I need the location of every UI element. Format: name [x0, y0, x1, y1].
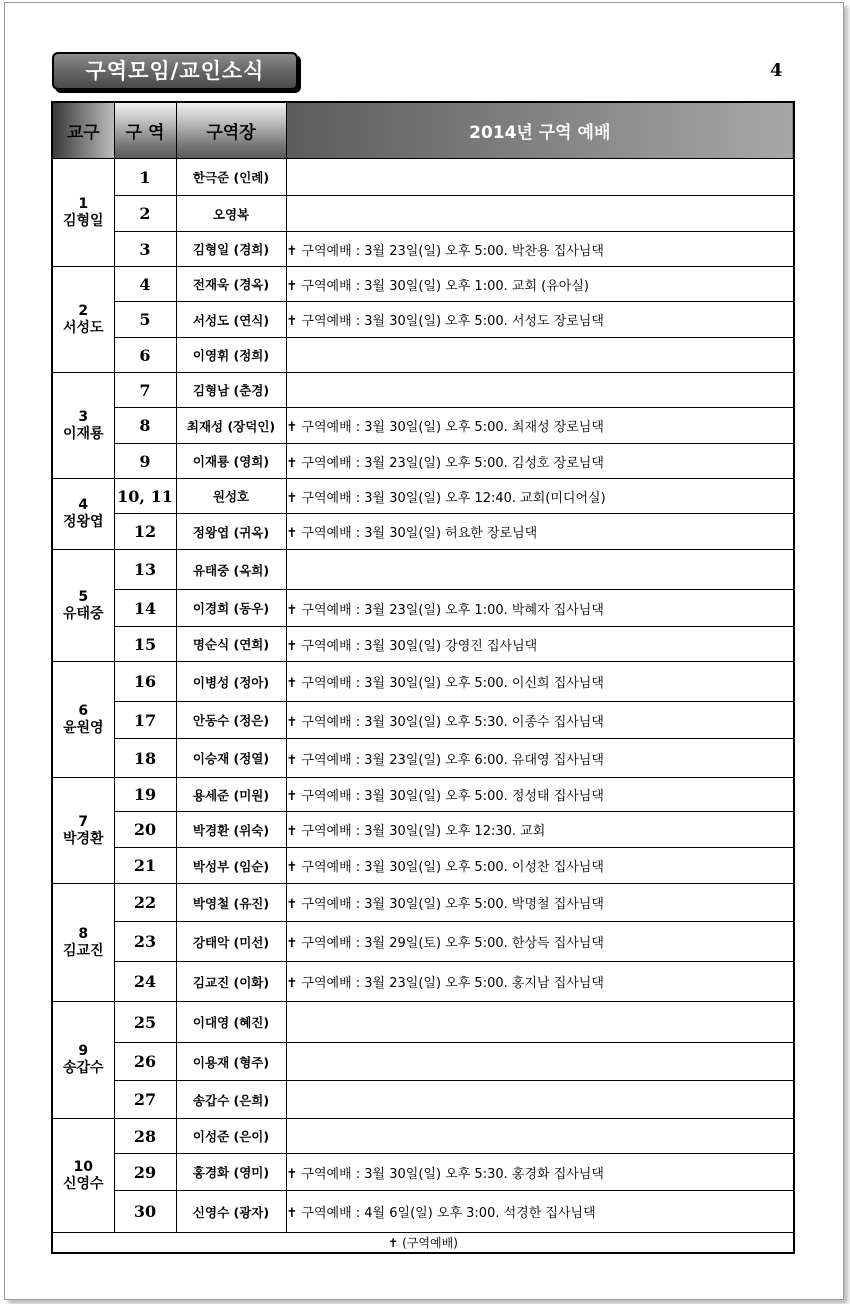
district-leader: 최재성 (장덕인)	[176, 408, 286, 444]
cross-icon: ✝	[286, 1166, 298, 1182]
worship-cell	[286, 1043, 794, 1081]
worship-text: 구역예배 : 3월 23일(일) 오후 6:00. 유대영 집사님댁	[301, 752, 604, 768]
worship-text: 구역예배 : 3월 30일(일) 강영진 집사님댁	[301, 638, 538, 654]
worship-cell	[286, 662, 794, 702]
table-row	[52, 884, 794, 922]
table-row	[52, 514, 794, 550]
parish-number: 9	[78, 1043, 89, 1059]
district-leader: 명순식 (연희)	[176, 627, 286, 662]
table-row	[52, 778, 794, 812]
worship-text: 구역예배 : 3월 30일(일) 오후 5:00. 박명철 집사님댁	[301, 897, 604, 912]
table-row	[52, 550, 794, 590]
parish-cell	[52, 267, 114, 373]
cross-icon: ✝	[388, 1236, 399, 1250]
worship-cell	[286, 962, 794, 1002]
worship-cell	[286, 778, 794, 812]
district-leader: 박경환 (위숙)	[176, 812, 286, 848]
parish-leader-name: 정왕엽	[62, 514, 104, 530]
cross-icon: ✝	[286, 526, 298, 541]
district-number: 27	[114, 1081, 176, 1119]
parish-cell	[52, 479, 114, 550]
district-number: 20	[114, 812, 176, 848]
district-number: 18	[114, 739, 176, 778]
worship-cell	[286, 884, 794, 922]
cross-icon: ✝	[286, 714, 298, 730]
worship-text: 구역예배 : 3월 30일(일) 오후 5:00. 정성태 집사님댁	[301, 789, 604, 804]
district-leader: 이대영 (혜진)	[176, 1002, 286, 1043]
table-row	[52, 479, 794, 514]
worship-text: 구역예배 : 3월 30일(일) 오후 5:00. 이신희 집사님댁	[301, 676, 604, 691]
table-row	[52, 1002, 794, 1043]
parish-number: 6	[78, 702, 89, 719]
district-leader: 김형남 (춘경)	[176, 373, 286, 408]
district-leader: 유태중 (옥희)	[176, 550, 286, 590]
district-number: 7	[114, 373, 176, 408]
district-leader: 이재룡 (영희)	[176, 444, 286, 479]
table-row	[52, 196, 794, 232]
district-leader: 박성부 (임순)	[176, 848, 286, 884]
table-row	[52, 702, 794, 739]
parish-number: 4	[78, 497, 89, 513]
footnote-cell	[52, 1233, 794, 1254]
worship-cell	[286, 1002, 794, 1043]
table-row	[52, 812, 794, 848]
district-number: 26	[114, 1043, 176, 1081]
district-number: 28	[114, 1119, 176, 1154]
district-number: 16	[114, 662, 176, 702]
parish-cell	[52, 884, 114, 1002]
parish-leader-name: 서성도	[62, 319, 104, 336]
district-number: 10, 11	[114, 479, 176, 514]
parish-number: 10	[73, 1158, 93, 1175]
col-header-worship: 2014년 구역 예배	[286, 102, 794, 159]
district-number: 21	[114, 848, 176, 884]
worship-text: 구역예배 : 3월 30일(일) 오후 5:30. 이종수 집사님댁	[301, 714, 604, 730]
cross-icon: ✝	[286, 789, 298, 804]
table-row	[52, 962, 794, 1002]
cross-icon: ✝	[286, 490, 298, 506]
parish-leader-name: 윤원영	[62, 719, 104, 736]
district-leader: 강태악 (미선)	[176, 922, 286, 962]
district-table	[51, 101, 795, 1254]
worship-text: 구역예배 : 3월 30일(일) 오후 12:40. 교회(미디어실)	[301, 490, 606, 506]
district-number: 1	[114, 159, 176, 196]
worship-cell	[286, 590, 794, 627]
worship-text: 구역예배 : 3월 30일(일) 허요한 장로님댁	[301, 526, 538, 541]
col-header-parish: 교구	[52, 102, 114, 159]
district-leader: 이승재 (정열)	[176, 739, 286, 778]
district-leader: 송갑수 (은희)	[176, 1081, 286, 1119]
worship-text: 구역예배 : 4월 6일(일) 오후 3:00. 석경한 집사님댁	[301, 1206, 596, 1221]
footnote-text: (구역예배)	[402, 1236, 458, 1250]
table-row	[52, 373, 794, 408]
cross-icon: ✝	[286, 936, 298, 951]
worship-text: 구역예배 : 3월 29일(토) 오후 5:00. 한상득 집사님댁	[301, 936, 604, 951]
parish-leader-name: 신영수	[62, 1175, 104, 1192]
parish-number: 8	[78, 925, 89, 942]
cross-icon: ✝	[286, 897, 298, 912]
worship-text: 구역예배 : 3월 30일(일) 오후 12:30. 교회	[301, 824, 546, 839]
table-row	[52, 739, 794, 778]
cross-icon: ✝	[286, 1206, 298, 1221]
district-number: 13	[114, 550, 176, 590]
parish-number: 5	[78, 588, 89, 605]
district-number: 19	[114, 778, 176, 812]
district-number: 15	[114, 627, 176, 662]
worship-cell	[286, 812, 794, 848]
table-row	[52, 1081, 794, 1119]
worship-text: 구역예배 : 3월 23일(일) 오후 1:00. 박혜자 집사님댁	[301, 602, 604, 618]
parish-number: 3	[78, 408, 89, 425]
district-number: 5	[114, 302, 176, 338]
district-number: 9	[114, 444, 176, 479]
table-row	[52, 1154, 794, 1191]
district-number: 3	[114, 232, 176, 267]
worship-cell	[286, 550, 794, 590]
district-leader: 원성호	[176, 479, 286, 514]
table-row	[52, 1191, 794, 1233]
worship-cell	[286, 1119, 794, 1154]
col-header-leader: 구역장	[176, 102, 286, 159]
parish-leader-name: 박경환	[62, 830, 104, 847]
worship-text: 구역예배 : 3월 30일(일) 오후 5:00. 서성도 장로님댁	[301, 314, 604, 329]
worship-cell	[286, 408, 794, 444]
district-leader: 전재욱 (경옥)	[176, 267, 286, 302]
district-leader: 김형일 (경희)	[176, 232, 286, 267]
cross-icon: ✝	[286, 455, 298, 471]
district-number: 23	[114, 922, 176, 962]
worship-text: 구역예배 : 3월 30일(일) 오후 1:00. 교회 (유아실)	[301, 278, 589, 294]
district-leader: 이경희 (동우)	[176, 590, 286, 627]
table-row	[52, 232, 794, 267]
cross-icon: ✝	[286, 638, 298, 654]
district-leader: 정왕엽 (귀옥)	[176, 514, 286, 550]
district-leader: 이성준 (은이)	[176, 1119, 286, 1154]
district-leader: 박영철 (유진)	[176, 884, 286, 922]
table-row	[52, 444, 794, 479]
worship-cell	[286, 232, 794, 267]
cross-icon: ✝	[286, 602, 298, 618]
district-number: 6	[114, 338, 176, 373]
parish-cell	[52, 778, 114, 884]
parish-number: 1	[78, 195, 89, 212]
table-row	[52, 267, 794, 302]
district-number: 12	[114, 514, 176, 550]
cross-icon: ✝	[286, 976, 298, 991]
district-leader: 오영복	[176, 196, 286, 232]
worship-cell	[286, 302, 794, 338]
parish-leader-name: 김형일	[62, 212, 104, 229]
worship-cell	[286, 267, 794, 302]
worship-cell	[286, 338, 794, 373]
table-body	[52, 159, 794, 1233]
district-leader: 용세준 (미원)	[176, 778, 286, 812]
district-leader: 이용재 (형주)	[176, 1043, 286, 1081]
table-row	[52, 302, 794, 338]
cross-icon: ✝	[286, 243, 298, 259]
district-number: 2	[114, 196, 176, 232]
worship-cell	[286, 922, 794, 962]
worship-cell	[286, 159, 794, 196]
district-leader: 안동수 (정은)	[176, 702, 286, 739]
worship-cell	[286, 1081, 794, 1119]
cross-icon: ✝	[286, 278, 298, 294]
table-row	[52, 848, 794, 884]
worship-text: 구역예배 : 3월 23일(일) 오후 5:00. 박찬용 집사님댁	[301, 243, 604, 259]
district-leader: 김교진 (이화)	[176, 962, 286, 1002]
parish-leader-name: 김교진	[62, 942, 104, 959]
district-number: 29	[114, 1154, 176, 1191]
worship-text: 구역예배 : 3월 30일(일) 오후 5:30. 홍경화 집사님댁	[301, 1166, 604, 1182]
worship-cell	[286, 702, 794, 739]
table-row	[52, 1043, 794, 1081]
page-number: 4	[770, 60, 783, 81]
parish-leader-name: 이재룡	[62, 425, 104, 442]
district-number: 14	[114, 590, 176, 627]
district-number: 8	[114, 408, 176, 444]
worship-text: 구역예배 : 3월 30일(일) 오후 5:00. 최재성 장로님댁	[301, 420, 604, 435]
worship-cell	[286, 848, 794, 884]
parish-leader-name: 유태중	[62, 605, 104, 622]
cross-icon: ✝	[286, 824, 298, 839]
district-number: 24	[114, 962, 176, 1002]
col-header-district: 구 역	[114, 102, 176, 159]
table-footer-row	[52, 1233, 794, 1254]
district-leader: 이병성 (정아)	[176, 662, 286, 702]
worship-text: 구역예배 : 3월 30일(일) 오후 5:00. 이성찬 집사님댁	[301, 860, 604, 875]
table-row	[52, 408, 794, 444]
worship-cell	[286, 1154, 794, 1191]
worship-cell	[286, 739, 794, 778]
worship-cell	[286, 373, 794, 408]
district-number: 22	[114, 884, 176, 922]
district-number: 30	[114, 1191, 176, 1233]
district-number: 4	[114, 267, 176, 302]
worship-text: 구역예배 : 3월 23일(일) 오후 5:00. 홍지남 집사님댁	[301, 976, 604, 991]
district-leader: 홍경화 (영미)	[176, 1154, 286, 1191]
parish-cell	[52, 662, 114, 778]
parish-number: 7	[78, 813, 89, 830]
worship-cell	[286, 479, 794, 514]
section-title: 구역모임/교인소식	[52, 52, 298, 90]
cross-icon: ✝	[286, 752, 298, 768]
parish-cell	[52, 373, 114, 479]
table-row	[52, 159, 794, 196]
cross-icon: ✝	[286, 420, 298, 435]
worship-cell	[286, 196, 794, 232]
parish-cell	[52, 1119, 114, 1233]
table-row	[52, 338, 794, 373]
table-header-row	[52, 102, 794, 159]
table-row	[52, 1119, 794, 1154]
table-row	[52, 922, 794, 962]
parish-cell	[52, 1002, 114, 1119]
district-leader: 서성도 (연식)	[176, 302, 286, 338]
district-leader: 이영휘 (정희)	[176, 338, 286, 373]
parish-leader-name: 송갑수	[62, 1060, 104, 1076]
parish-cell	[52, 550, 114, 662]
cross-icon: ✝	[286, 676, 298, 691]
worship-text: 구역예배 : 3월 23일(일) 오후 5:00. 김성호 장로님댁	[301, 455, 604, 471]
table-row	[52, 662, 794, 702]
cross-icon: ✝	[286, 860, 298, 875]
worship-cell	[286, 1191, 794, 1233]
table-row	[52, 627, 794, 662]
district-leader: 한극준 (인례)	[176, 159, 286, 196]
district-leader: 신영수 (광자)	[176, 1191, 286, 1233]
worship-cell	[286, 444, 794, 479]
district-number: 25	[114, 1002, 176, 1043]
parish-cell	[52, 159, 114, 267]
table-row	[52, 590, 794, 627]
cross-icon: ✝	[286, 314, 298, 329]
worship-cell	[286, 514, 794, 550]
district-number: 17	[114, 702, 176, 739]
parish-number: 2	[78, 302, 89, 319]
worship-cell	[286, 627, 794, 662]
